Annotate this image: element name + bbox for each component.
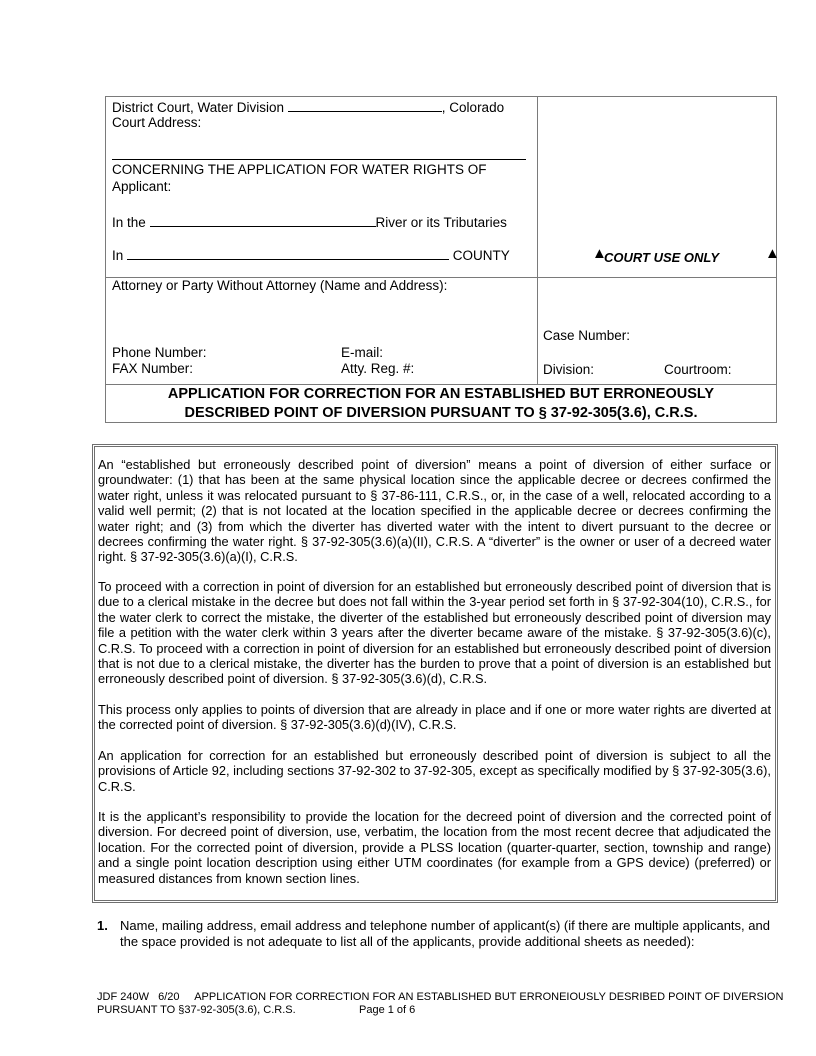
footer-page-number: Page 1 of 6 xyxy=(359,1004,416,1016)
triangle-left-icon: ▲ xyxy=(592,245,607,262)
concerning-line: CONCERNING THE APPLICATION FOR WATER RIGHTS OF xyxy=(112,162,487,177)
attorney-label: Attorney or Party Without Attorney (Name and Address): xyxy=(112,278,448,293)
instructions-paragraph-5: It is the applicant’s responsibility to provide the location for the decreed point of diversion and the corrected point of diversion. For decreed point of diversion, use, verbatim, the location from the most recent decree that adjudicated the location. For the corrected point of diversion, provide a PLSS location (quarter-quarter, section, township and range) and a single point location description using either UTM coordinates (for example from a GPS device) (preferred) or measured distances from known section lines. xyxy=(98,809,771,886)
email-label: E-mail: xyxy=(341,345,384,360)
document-title-line2: DESCRIBED POINT OF DIVERSION PURSUANT TO § 37-92-305(3.6), C.R.S. xyxy=(184,405,698,421)
instructions-paragraph-3: This process only applies to points of diversion that are already in place and if one or more water rights are diverted at the corrected point of diversion. § 37-92-305(3.6)(d)(IV), C.R.S. xyxy=(98,702,771,733)
page-footer xyxy=(97,991,783,1017)
court-use-only: COURT USE ONLY xyxy=(604,250,720,265)
court-address-line[interactable] xyxy=(112,159,526,160)
county-blank[interactable] xyxy=(127,246,449,260)
atty-reg-label: Atty. Reg. #: xyxy=(341,361,415,376)
applicant-label: Applicant: xyxy=(112,179,172,194)
court-address-label: Court Address: xyxy=(112,115,202,130)
instructions-box xyxy=(92,444,778,903)
division-label: Division: xyxy=(543,362,595,377)
district-court-line: District Court, Water Division , Colorado xyxy=(112,100,505,115)
footer-line1: JDF 240W 6/20 APPLICATION FOR CORRECTION FOR AN ESTABLISHED BUT ERRONEIOUSLY DESRIBED POINT OF DIVERSION xyxy=(97,991,784,1003)
river-blank[interactable] xyxy=(150,213,376,227)
triangle-right-icon: ▲ xyxy=(765,245,780,262)
question-1-number: 1. xyxy=(97,918,108,933)
document-title-line1: APPLICATION FOR CORRECTION FOR AN ESTABLISHED BUT ERRONEOUSLY xyxy=(167,386,715,402)
county-line: In COUNTY xyxy=(112,248,510,263)
court-caption xyxy=(105,96,780,423)
question-1-text: Name, mailing address, email address and telephone number of applicant(s) (if there are multiple applicants, and the space provided is not adequate to list all of the applicants, provide additional sheets as needed): xyxy=(120,918,770,949)
instructions-paragraph-4: An application for correction for an established but erroneously described point of diversion is subject to all the provisions of Article 92, including sections 37-92-302 to 37-92-305, except as specifically modified by § 37-92-305(3.6), C.R.S. xyxy=(98,748,771,794)
instructions-paragraph-1: An “established but erroneously described point of diversion” means a point of diversion of either surface or groundwater: (1) that has been at the same physical location since the applicable decree or decrees confirmed the water right, unless it was relocated pursuant to § 37-86-111, C.R.S., or, in the case of a well, relocated according to a valid well permit; (2) that is not located at the location specified in the applicable decree or decrees confirming the water right; and (3) from which the diverter has diverted water with the intent to divert pursuant to the decree or decrees confirming the water right. § 37-92-305(3.6)(a)(II), C.R.S. A “diverter” is the owner or user of a decreed water right. § 37-92-305(3.6)(a)(I), C.R.S. xyxy=(98,457,771,565)
footer-line2: PURSUANT TO §37-92-305(3.6), C.R.S. xyxy=(97,1004,296,1016)
caption-divider-vertical xyxy=(537,97,538,385)
instructions-paragraph-2: To proceed with a correction in point of diversion for an established but erroneously described point of diversion that is due to a clerical mistake in the decree but does not fall within the 3-year period set forth in § 37-92-304(10), C.R.S., for the water clerk to correct the mistake, the diverter of the established but erroneously described point of diversion may file a petition with the water clerk within 3 years after the diverter became aware of the mistake. § 37-92-305(3.6)(c), C.R.S. To proceed with a correction in point of diversion for an established but erroneously described point of diversion that is not due to a clerical mistake, the diverter has the burden to prove that a point of diversion is an established but erroneously described point of diversion. § 37-92-305(3.6)(d), C.R.S. xyxy=(98,579,771,687)
water-division-blank[interactable] xyxy=(288,98,442,112)
river-line: In the River or its Tributaries xyxy=(112,215,507,230)
phone-label: Phone Number: xyxy=(112,345,207,360)
case-number-label: Case Number: xyxy=(543,328,631,343)
caption-divider-right xyxy=(537,277,777,278)
courtroom-label: Courtroom: xyxy=(664,362,732,377)
fax-label: FAX Number: xyxy=(112,361,194,376)
